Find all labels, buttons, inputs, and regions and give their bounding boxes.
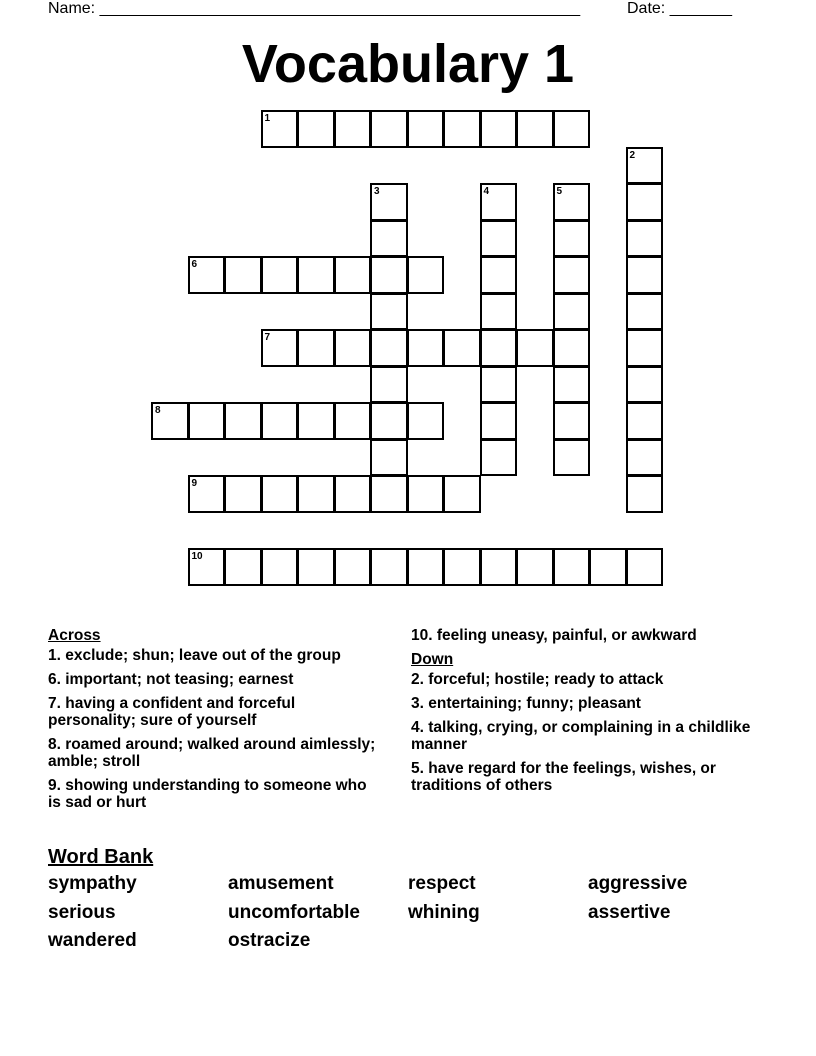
word-bank-word: aggressive xyxy=(588,873,688,894)
clue-text: having a confident and forceful personality; sure of yourself xyxy=(48,695,296,729)
crossword-cell[interactable] xyxy=(480,256,518,294)
crossword-cell[interactable] xyxy=(480,329,518,367)
clue-num: 2. xyxy=(411,671,429,688)
crossword-cell[interactable] xyxy=(516,329,554,367)
word-bank-word: amusement xyxy=(228,873,334,894)
crossword-cell[interactable] xyxy=(480,548,518,586)
crossword-cell[interactable] xyxy=(370,220,408,258)
crossword-cell[interactable] xyxy=(626,183,664,221)
clue xyxy=(411,627,756,644)
crossword-cell[interactable] xyxy=(188,548,226,586)
clue-num: 8. xyxy=(48,736,66,753)
crossword-cell[interactable] xyxy=(553,329,591,367)
crossword-cell[interactable] xyxy=(553,366,591,404)
crossword-cell[interactable] xyxy=(261,329,299,367)
clue-number: 9 xyxy=(191,478,198,489)
crossword-cell[interactable] xyxy=(334,402,372,440)
crossword-cell[interactable] xyxy=(370,329,408,367)
crossword-cell[interactable] xyxy=(626,402,664,440)
crossword-cell[interactable] xyxy=(553,293,591,331)
clue-number: 8 xyxy=(155,405,161,416)
crossword-cell[interactable] xyxy=(224,475,262,513)
clue-text: entertaining; funny; pleasant xyxy=(428,695,641,712)
crossword-cell[interactable] xyxy=(334,256,372,294)
clue-text: feeling uneasy, painful, or awkward xyxy=(436,627,697,644)
clue-text: roamed around; walked around aimlessly; amble; stroll xyxy=(48,736,376,770)
crossword-cell[interactable] xyxy=(297,329,335,367)
crossword-cell[interactable] xyxy=(370,475,408,513)
clue-num: 7. xyxy=(48,695,66,712)
crossword-cell[interactable] xyxy=(553,256,591,294)
crossword-cell[interactable] xyxy=(626,147,664,185)
crossword-cell[interactable] xyxy=(334,110,372,148)
clue-text: important; not teasing; earnest xyxy=(65,671,294,688)
crossword-cell[interactable] xyxy=(188,256,226,294)
word-bank-word: respect xyxy=(408,873,476,894)
crossword-cell[interactable] xyxy=(407,110,445,148)
clue xyxy=(48,736,378,770)
crossword-cell[interactable] xyxy=(553,402,591,440)
crossword-cell[interactable] xyxy=(297,402,335,440)
word-bank-word: whining xyxy=(408,901,480,923)
crossword-cell[interactable] xyxy=(370,183,408,221)
clue-num: 5. xyxy=(411,760,429,777)
clue xyxy=(411,695,756,712)
crossword-cell[interactable] xyxy=(626,548,664,586)
across-clues xyxy=(48,627,378,818)
crossword-cell[interactable] xyxy=(370,439,408,477)
word-bank-word: wandered xyxy=(48,930,137,951)
page-title: Vocabulary 1 xyxy=(241,34,575,94)
clue xyxy=(48,647,378,664)
clue xyxy=(411,719,756,753)
crossword-cell[interactable] xyxy=(334,329,372,367)
clue-text: exclude; shun; leave out of the group xyxy=(65,647,341,664)
clue-text: talking, crying, or complaining in a childlike manner xyxy=(411,719,751,753)
crossword-cell[interactable] xyxy=(224,548,262,586)
crossword-cell[interactable] xyxy=(553,183,591,221)
clue xyxy=(48,671,378,688)
clue-number: 4 xyxy=(483,186,490,197)
clue-number: 6 xyxy=(191,259,198,270)
clue xyxy=(48,777,378,811)
crossword-cell[interactable] xyxy=(589,548,627,586)
crossword-cell[interactable] xyxy=(151,402,189,440)
crossword-cell[interactable] xyxy=(626,366,664,404)
clue-num: 10. xyxy=(411,627,437,644)
crossword-cell[interactable] xyxy=(480,366,518,404)
word-bank-word: ostracize xyxy=(228,930,311,951)
crossword-cell[interactable] xyxy=(407,256,445,294)
clue-text: showing understanding to someone who is sad or hurt xyxy=(48,777,367,811)
crossword-cell[interactable] xyxy=(443,548,481,586)
clue-text: have regard for the feelings, wishes, or traditions of others xyxy=(411,760,716,794)
clue-num: 1. xyxy=(48,647,66,664)
crossword-cell[interactable] xyxy=(407,548,445,586)
crossword-cell[interactable] xyxy=(553,548,591,586)
crossword-cell[interactable] xyxy=(407,329,445,367)
crossword-cell[interactable] xyxy=(334,475,372,513)
down-heading: Down xyxy=(411,651,454,668)
crossword-cell[interactable] xyxy=(626,220,664,258)
clue xyxy=(48,695,378,729)
crossword-cell[interactable] xyxy=(553,220,591,258)
across-heading: Across xyxy=(48,627,101,644)
clue-number: 3 xyxy=(374,186,380,197)
crossword-cell[interactable] xyxy=(370,256,408,294)
crossword-cell[interactable] xyxy=(626,329,664,367)
crossword-cell[interactable] xyxy=(370,293,408,331)
date-field[interactable]: Date: _______ xyxy=(627,0,732,17)
crossword-cell[interactable] xyxy=(626,475,664,513)
clue-text: forceful; hostile; ready to attack xyxy=(428,671,664,688)
crossword-cell[interactable] xyxy=(407,402,445,440)
crossword-cell[interactable] xyxy=(188,402,226,440)
crossword-cell[interactable] xyxy=(188,475,226,513)
crossword-cell[interactable] xyxy=(297,256,335,294)
crossword-cell[interactable] xyxy=(370,402,408,440)
crossword-cell[interactable] xyxy=(626,439,664,477)
clue-number: 7 xyxy=(264,332,271,343)
crossword-cell[interactable] xyxy=(261,110,299,148)
crossword-cell[interactable] xyxy=(443,475,481,513)
clue-num: 3. xyxy=(411,695,429,712)
crossword-cell[interactable] xyxy=(261,475,299,513)
crossword-cell[interactable] xyxy=(261,256,299,294)
crossword-cell[interactable] xyxy=(224,256,262,294)
word-bank-word: serious xyxy=(48,901,116,923)
clue-num: 4. xyxy=(411,719,429,736)
word-bank-word: sympathy xyxy=(48,873,137,894)
clue-number: 5 xyxy=(556,186,563,197)
down-clues xyxy=(411,627,756,801)
clue-number: 10 xyxy=(191,551,203,562)
crossword-cell[interactable] xyxy=(480,110,518,148)
crossword-cell[interactable] xyxy=(261,548,299,586)
crossword-cell[interactable] xyxy=(553,110,591,148)
crossword-cell[interactable] xyxy=(370,548,408,586)
crossword-cell[interactable] xyxy=(516,110,554,148)
crossword-cell[interactable] xyxy=(626,256,664,294)
crossword-cell[interactable] xyxy=(370,110,408,148)
clue xyxy=(411,671,756,688)
crossword-cell[interactable] xyxy=(297,548,335,586)
clue xyxy=(411,760,756,794)
crossword-cell[interactable] xyxy=(553,439,591,477)
crossword-cell[interactable] xyxy=(297,475,335,513)
crossword-cell[interactable] xyxy=(626,293,664,331)
word-bank-word: uncomfortable xyxy=(228,901,360,923)
clue-number: 1 xyxy=(264,113,271,124)
name-field[interactable]: Name: ______________________________________________________ xyxy=(48,0,581,17)
crossword-cell[interactable] xyxy=(407,475,445,513)
crossword-cell[interactable] xyxy=(480,183,518,221)
crossword-cell[interactable] xyxy=(480,439,518,477)
crossword-cell[interactable] xyxy=(334,548,372,586)
crossword-cell[interactable] xyxy=(370,366,408,404)
crossword-cell[interactable] xyxy=(443,329,481,367)
clue-number: 2 xyxy=(629,149,636,161)
clue-num: 6. xyxy=(48,671,66,688)
crossword-cell[interactable] xyxy=(261,402,299,440)
crossword-cell[interactable] xyxy=(480,293,518,331)
crossword-cell[interactable] xyxy=(480,402,518,440)
crossword-cell[interactable] xyxy=(480,220,518,258)
clue-num: 9. xyxy=(48,777,66,794)
crossword-cell[interactable] xyxy=(516,548,554,586)
crossword-cell[interactable] xyxy=(224,402,262,440)
crossword-cell[interactable] xyxy=(443,110,481,148)
word-bank-word: assertive xyxy=(588,901,671,923)
crossword-cell[interactable] xyxy=(297,110,335,148)
word-bank-title: Word Bank xyxy=(48,846,154,868)
